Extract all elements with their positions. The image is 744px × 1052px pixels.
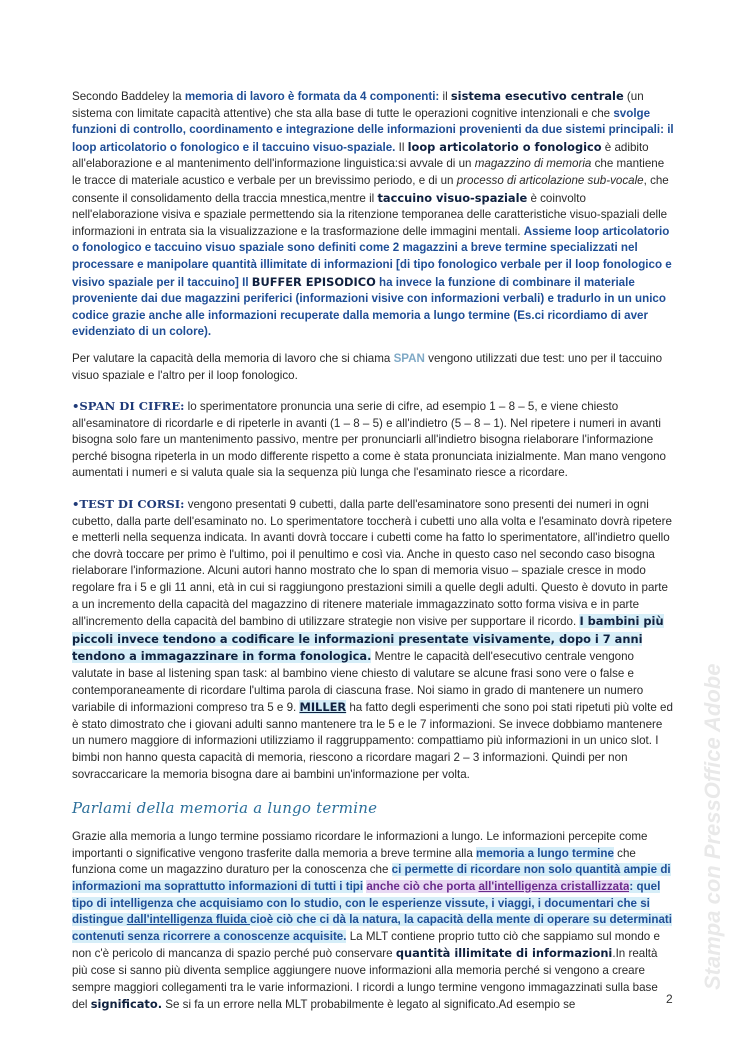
highlight-text: Assieme loop articolatorio o fonologico e taccuino visuo spaziale sono definiti come 2 magazzini a breve termine specializzati nel processare e manipolare quantità illimitate di informazioni [di tipo fonologico verbale per il loop fonologico e visivo spaziale per il taccuino] Il: [72, 224, 672, 289]
paragraph-test-di-corsi: •TEST DI CORSI: vengono presentati 9 cubetti, dalla parte dell'esaminatore sono presenti dei numeri in ogni cubetto, dalla parte dell'esaminato no. Lo sperimentatore toccherà i cubetti uno alla volta e l'esaminato dovrà ripetere e metterli nella sequenza indicata. In avanti dovrà toccare i cubetti come ha fatto lo sperimentatore, all'indietro quello che dovrà toccare per primo è l'ultimo, poi il penultimo e così via. Anche in questo caso nel secondo caso bisogna rielaborare l'informazione. Alcuni autori hanno mostrato che lo span di memoria visuo – spaziale cresce in modo regolare fra i 5 e gli 11 anni, età in cui si raggiungono prestazioni simili a quelle degli adulti. Questo è dovuto in parte a un incremento della capacità del magazzino di ritenere materiale immagazzinato sotto forma visiva e in parte all'incremento della capacità del bambino di utilizzare strategie non visive per supportare il ricordo. I bambini più piccoli invece tendono a codificare le informazioni presentate visivamente, dopo i 7 anni tendono a immagazzinare in forma fonologica. Mentre le capacità dell'esecutivo centrale vengono valutate in base al listening span task: al bambino viene chiesto di valutare se alcune frasi sono vere o false e contemporaneamente di ricordare l'ultima parola di ciascuna frase. Noi siamo in grado di mantenere un numero variabile di informazioni compreso tra 5 e 9. MILLER ha fatto degli esperimenti che sono poi stati ripetuti più volte ed è stato dimostrato che i giovani adulti sanno mantenere tra le 5 e le 7 informazioni. Se invece dobbiamo mantenere un numero maggiore di informazioni utilizziamo il raggruppamento: compattiamo più informazioni in un unico slot. I bimbi non hanno questa capacità di memoria, riescono a ricordare magari 2 – 3 informazioni. Quindi per non sovraccaricare la memoria bisogna dare ai bambini un'informazione per volta.: [72, 497, 673, 781]
highlight-text: ci permette di ricordare non solo quantità ampie di informazioni ma soprattutto informazioni di tutti i tipi: [72, 863, 671, 893]
paragraph-long-term-memory: Grazie alla memoria a lungo termine possiamo ricordare le informazioni a lungo. Le informazioni percepite come importanti o significative vengono trasferite dalla memoria a breve termine alla memoria a lungo termine che funziona come un magazzino duraturo per la conoscenza che ci permette di ricordare non solo quantità ampie di informazioni ma soprattutto informazioni di tutti i tipi anche ciò che porta all'intelligenza cristallizzata: quel tipo di intelligenza che acquisiamo con lo studio, con le esperienze vissute, i viaggi, i documentari che si distingue dall'intelligenza fluida cioè ciò che ci dà la natura, la capacità della mente di operare su determinati contenuti senza ricorrere a conoscenze acquisite. La MLT contiene proprio tutto ciò che sappiamo sul mondo e non c'è pericolo di mancanza di spazio perché può conservare quantità illimitate di informazioni.In realtà più cose si sanno più diventa semplice aggiungere nuove informazioni alla memoria perché si vengono a creare sempre maggiori collegamenti tra le varie informazioni. I ricordi a lungo termine vengono immagazzinati sulla base del significato. Se si fa un errore nella MLT probabilmente è legato al significato.Ad esempio se: [72, 830, 673, 1012]
keyword-text: BUFFER EPISODICO: [251, 274, 376, 289]
page-content: [72, 88, 674, 1014]
purple-highlight: all'intelligenza cristallizzata: [478, 879, 630, 893]
highlight-text: svolge funzioni di controllo, coordinamento e integrazione delle informazioni provenienti da due sistemi principali: il loop articolatorio o fonologico e il taccuino visuo-spaziale.: [72, 106, 674, 154]
page-number: 2: [666, 992, 673, 1006]
paragraph-working-memory: Secondo Baddeley la memoria di lavoro è formata da 4 componenti: il sistema esecutivo centrale (un sistema con limitate capacità attentive) che sta alla base di tutte le operazioni cognitive intenzionali e che svolge funzioni di controllo, coordinamento e integrazione delle informazioni provenienti da due sistemi principali: il loop articolatorio o fonologico e il taccuino visuo-spaziale. Il loop articolatorio o fonologico è adibito all'elaborazione e al mantenimento dell'informazione linguistica:si avvale di un magazzino di memoria che mantiene le tracce di materiale acustico e verbale per un brevissimo periodo, e di un processo di articolazione sub-vocale, che consente il consolidamento della traccia mnestica,mentre il taccuino visuo-spaziale è coinvolto nell'elaborazione visiva e spaziale permettendo sia la ritenzione temporanea delle caratteristiche visuo-spaziali delle informazioni in entrata sia la visualizzazione e la trasformazione delle immagini mentali. Assieme loop articolatorio o fonologico e taccuino visuo spaziale sono definiti come 2 magazzini a breve termine specializzati nel processare e manipolare quantità illimitate di informazioni [di tipo fonologico verbale per il loop fonologico e visivo spaziale per il taccuino] Il BUFFER EPISODICO ha invece la funzione di combinare il materiale proveniente dai due magazzini periferici (informazioni visive con informazioni verbali) e tradurlo in un unico codice grazie anche alle informazioni recuperate dalla memoria a lungo termine (Es.ci ricordiamo di aver evidenziato di un colore).: [72, 89, 674, 339]
highlight-text: dall'intelligenza fluida: [126, 913, 250, 927]
keyword-text: sistema esecutivo centrale: [450, 89, 624, 103]
keyword-text: quantità illimitate di informazioni: [395, 946, 613, 961]
highlight-text: memoria di lavoro è formata da 4 componenti:: [184, 90, 440, 103]
keyword-text: MILLER: [299, 700, 347, 715]
highlight-text: : quel tipo di intelligenza che acquisiamo con lo studio, con le esperienze vissute, i viaggi, i documentari che si distingue: [72, 879, 661, 927]
section-heading: Parlami della memoria a lungo termine: [72, 799, 378, 818]
highlight-text: memoria a lungo termine: [476, 846, 614, 860]
purple-highlight: anche ciò che porta: [366, 879, 479, 893]
span-keyword: SPAN: [393, 351, 425, 365]
paragraph-span: Per valutare la capacità della memoria di lavoro che si chiama SPAN vengono utilizzati due test: uno per il taccuino visuo spaziale e l'altro per il loop fonologico.: [72, 351, 663, 382]
highlight-text: cioè ciò che ci dà la natura, la capacità della mente di operare su determinati contenuti senza ricorrere a conoscenze acquisite.: [72, 913, 673, 943]
keyword-text: significato.: [90, 997, 163, 1012]
watermark: Stampa con PressOffice Adobe: [700, 663, 725, 990]
keyword-text: loop articolatorio o fonologico: [407, 139, 602, 154]
section-label: •SPAN DI CIFRE:: [72, 399, 185, 414]
keyword-text: taccuino visuo-spaziale: [377, 190, 528, 205]
highlight-text: ha invece la funzione di combinare il materiale proveniente dai due magazzini periferici (informazioni visive con informazioni verbali) e tradurlo in un unico codice grazie anche alle informazioni recuperate dalla memoria a lungo termine (Es.ci ricordiamo di aver evidenziato di un colore).: [72, 275, 666, 339]
paragraph-span-di-cifre: •SPAN DI CIFRE: lo sperimentatore pronuncia una serie di cifre, ad esempio 1 – 8 – 5, e viene chiesto all'esaminatore di ricordarle e di ripeterle in avanti (1 – 8 – 5) e all'indietro (5 – 8 – 1). Nel ripetere i numeri in avanti bisogna solo fare un mantenimento passivo, mentre per pronunciarli all'indietro bisogna rielaborare l'informazione perché bisogna ripeterla in un modo differente rispetto a come è stata pronunciata inizialmente. Man mano vengono aumentati i numeri e si valuta quale sia la sequenza più lunga che l'esaminato riesce a ricordare.: [72, 399, 667, 480]
section-label: •TEST DI CORSI:: [72, 497, 185, 512]
keyword-text: I bambini più piccoli invece tendono a codificare le informazioni presentate visivamente, dopo i 7 anni tendono a immagazzinare in forma fonologica.: [72, 614, 664, 664]
